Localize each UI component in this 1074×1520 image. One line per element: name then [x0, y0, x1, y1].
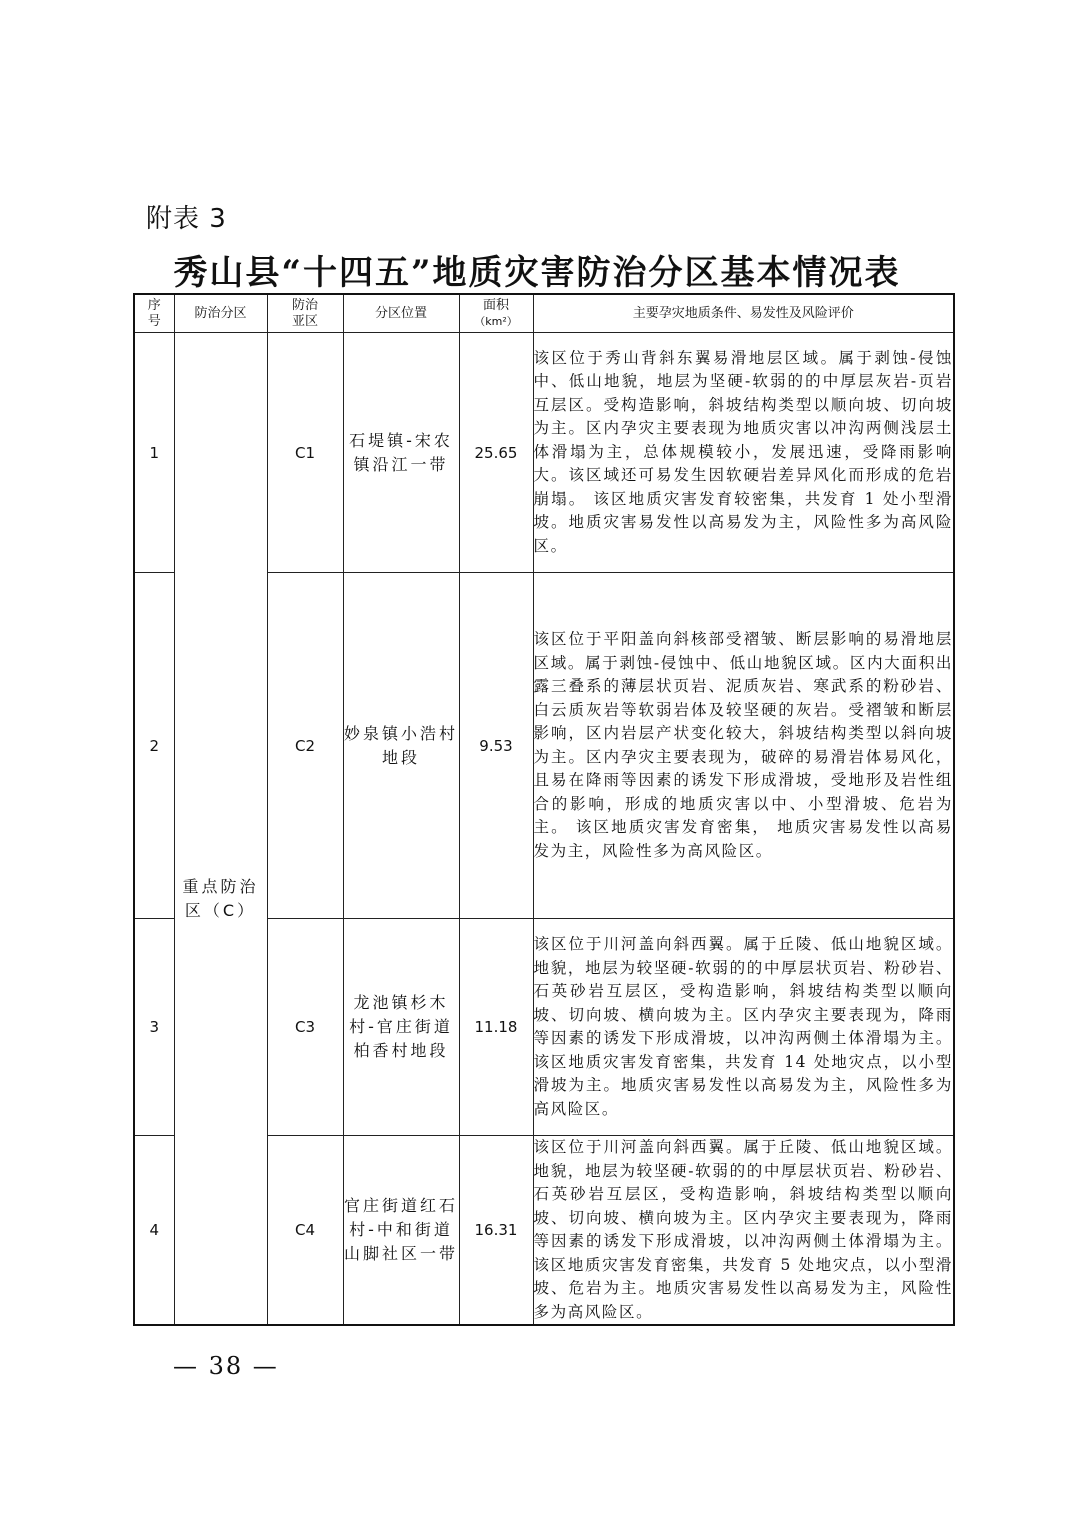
- row-area: 25.65: [459, 333, 533, 573]
- row-area: 9.53: [459, 573, 533, 919]
- header-zone: 防治分区: [174, 294, 267, 333]
- row-seq: 3: [134, 919, 174, 1136]
- header-location: 分区位置: [343, 294, 459, 333]
- row-seq: 4: [134, 1136, 174, 1326]
- header-subzone: 防治 亚区: [267, 294, 343, 333]
- row-subzone: C2: [267, 573, 343, 919]
- row-area: 11.18: [459, 919, 533, 1136]
- row-subzone: C1: [267, 333, 343, 573]
- row-location: 龙池镇杉木村-官庄街道柏香村地段: [343, 919, 459, 1136]
- row-location: 官庄街道红石村-中和街道山脚社区一带: [343, 1136, 459, 1326]
- row-desc: 该区位于秀山背斜东翼易滑地层区域。属于剥蚀-侵蚀中、低山地貌，地层为坚硬-软弱的的中厚层灰岩-页岩互层区。受构造影响，斜坡结构类型以顺向坡、切向坡为主。区内孕灾主要表现为地质灾害以冲沟两侧浅层土体滑塌为主，总体规模较小，发展迅速，受降雨影响大。该区域还可易发生因软硬岩差异风化而形成的危岩崩塌。 该区地质灾害发育较密集，共发育 1 处小型滑坡。地质灾害易发性以高易发为主，风险性多为高风险区。: [533, 333, 954, 573]
- row-seq: 1: [134, 333, 174, 573]
- row-desc: 该区位于平阳盖向斜核部受褶皱、断层影响的易滑地层区域。属于剥蚀-侵蚀中、低山地貌区域。区内大面积出露三叠系的薄层状页岩、泥质灰岩、寒武系的粉砂岩、白云质灰岩等软弱岩体及较坚硬的灰岩。受褶皱和断层影响，区内岩层产状变化较大，斜坡结构类型以斜向坡为主。区内孕灾主要表现为，破碎的易滑岩体易风化，且易在降雨等因素的诱发下形成滑坡，受地形及岩性组合的影响，形成的地质灾害以中、小型滑坡、危岩为主。 该区地质灾害发育密集， 地质灾害易发性以高易发为主，风险性多为高风险区。: [533, 573, 954, 919]
- header-area: 面积 （km²）: [459, 294, 533, 333]
- zoning-table: [133, 293, 955, 1326]
- header-seq: 序 号: [134, 294, 174, 333]
- row-location: 石堤镇-宋农镇沿江一带: [343, 333, 459, 573]
- row-subzone: C4: [267, 1136, 343, 1326]
- appendix-label: 附表 3: [146, 204, 227, 234]
- row-location: 妙泉镇小浩村地段: [343, 573, 459, 919]
- table-row: [134, 333, 954, 573]
- header-desc: 主要孕灾地质条件、易发性及风险评价: [533, 294, 954, 333]
- table-header-row: [134, 294, 954, 333]
- page-number: — 38 —: [173, 1352, 279, 1380]
- zone-name: 重点防治区（C）: [182, 876, 259, 920]
- row-subzone: C3: [267, 919, 343, 1136]
- row-desc: 该区位于川河盖向斜西翼。属于丘陵、低山地貌区域。地貌，地层为较坚硬-软弱的的中厚层状页岩、粉砂岩、石英砂岩互层区，受构造影响，斜坡结构类型以顺向坡、切向坡、横向坡为主。区内孕灾主要表现为，降雨等因素的诱发下形成滑坡，以冲沟两侧土体滑塌为主。该区地质灾害发育密集，共发育 14 处地灾点，以小型滑坡为主。地质灾害易发性以高易发为主，风险性多为高风险区。: [533, 919, 954, 1136]
- row-desc: 该区位于川河盖向斜西翼。属于丘陵、低山地貌区域。地貌，地层为较坚硬-软弱的的中厚层状页岩、粉砂岩、石英砂岩互层区，受构造影响，斜坡结构类型以顺向坡、切向坡、横向坡为主。区内孕灾主要表现为，降雨等因素的诱发下形成滑坡，以冲沟两侧土体滑塌为主。该区地质灾害发育密集，共发育 5 处地灾点，以小型滑坡、危岩为主。地质灾害易发性以高易发为主，风险性多为高风险区。: [533, 1136, 954, 1326]
- page-title: 秀山县“十四五”地质灾害防治分区基本情况表: [173, 253, 901, 293]
- zone-cell: [174, 333, 267, 1326]
- row-area: 16.31: [459, 1136, 533, 1326]
- row-seq: 2: [134, 573, 174, 919]
